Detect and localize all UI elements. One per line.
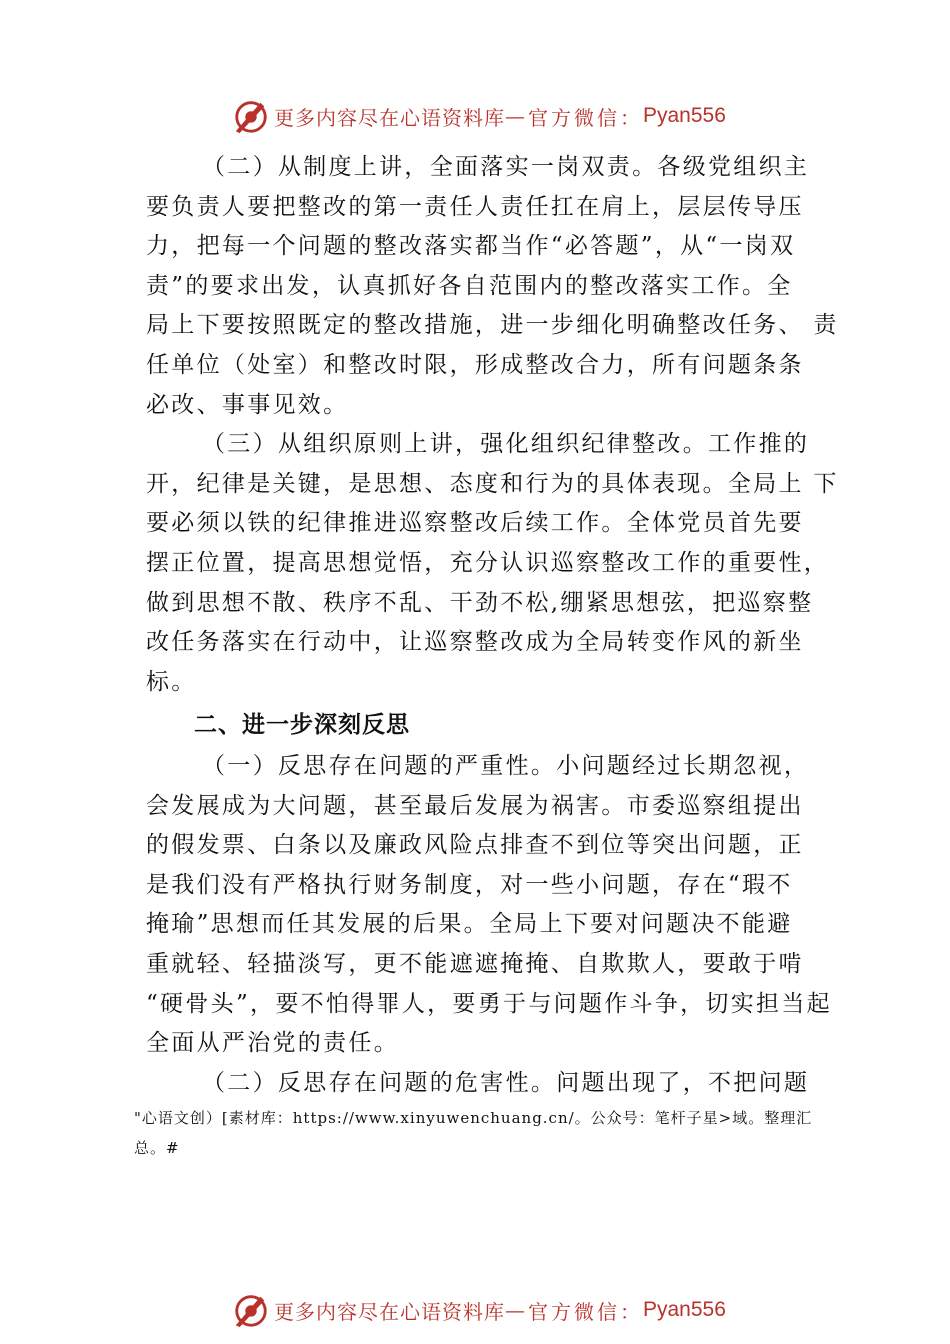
paragraph-line: 重就轻、轻描淡写，更不能遮遮掩掩、自欺欺人，要敢于啃	[146, 950, 804, 977]
paragraph-line: （三）从组织原则上讲，强化组织纪律整改。工作推的	[202, 431, 810, 458]
paragraph-line: 全面从严治党的责任。	[146, 1030, 399, 1057]
paragraph-line: 的假发票、白条以及廉政风险点排查不到位等突出问题，正	[146, 832, 804, 859]
paragraph-line: 局上下要按照既定的整改措施，进一步细化明确整改任务、 责	[146, 312, 839, 339]
banner-title: 更多内容尽在心语资料库	[274, 105, 505, 130]
paragraph-line: （二）从制度上讲，全面落实一岗双责。各级党组织主	[202, 154, 810, 180]
paragraph-line: 掩瑜”思想而任其发展的后果。全局上下要对问题决不能避	[146, 911, 793, 938]
body-block-2	[146, 747, 832, 1103]
header-banner	[232, 96, 726, 136]
paragraph-line: “硬骨头”，要不怕得罪人，要勇于与问题作斗争，切实担当起	[146, 990, 832, 1017]
banner-wechat-id: Pyan556	[643, 104, 726, 127]
banner-separator: —	[505, 104, 528, 128]
paragraph-line: 摆正位置，提高思想觉悟，充分认识巡察整改工作的重要性，	[146, 549, 830, 576]
paragraph-line: 开，纪律是关键，是思想、态度和行为的具体表现。全局上 下	[146, 470, 839, 497]
footnote-line: "心语文创）[素材库：https://www.xinyuwenchuang.cn/。公众号：笔杆子星>域。整理汇	[134, 1109, 813, 1127]
quill-circle-logo-icon	[232, 97, 270, 135]
paragraph-line: 标。	[146, 668, 197, 695]
paragraph-line: 要必须以铁的纪律推进巡察整改后续工作。全体党员首先要	[146, 510, 804, 537]
body-block-1	[146, 148, 839, 702]
paragraph-line: 必改、事事见效。	[146, 391, 349, 418]
paragraph-line: 责”的要求出发，认真抓好各自范围内的整改落实工作。全	[146, 272, 793, 299]
paragraph-line: 是我们没有严格执行财务制度，对一些小问题，存在“瑕不	[146, 871, 793, 898]
banner-label: 官方微信：	[528, 105, 643, 130]
paragraph-line: 做到思想不散、秩序不乱、干劲不松,绷紧思想弦，把巡察整	[146, 589, 814, 616]
footnote	[134, 1103, 834, 1163]
quill-circle-logo-icon	[232, 1291, 270, 1329]
paragraph-line: （一）反思存在问题的严重性。小问题经过长期忽视，	[202, 753, 810, 779]
banner-title: 更多内容尽在心语资料库	[274, 1299, 505, 1324]
paragraph-line: 任单位（处室）和整改时限，形成整改合力，所有问题条条	[146, 351, 804, 378]
paragraph-line: 改任务落实在行动中，让巡察整改成为全局转变作风的新坐	[146, 629, 804, 656]
footnote-line: 总。#	[134, 1139, 180, 1157]
paragraph-line: （二）反思存在问题的危害性。问题出现了，不把问题	[202, 1069, 810, 1096]
paragraph-line: 要负责人要把整改的第一责任人责任扛在肩上，层层传导压	[146, 193, 804, 220]
section-heading: 二、进一步深刻反思	[194, 712, 410, 738]
banner-label: 官方微信：	[528, 1299, 643, 1324]
footer-banner	[232, 1290, 726, 1330]
paragraph-line: 会发展成为大问题，甚至最后发展为祸害。市委巡察组提出	[146, 792, 804, 819]
banner-separator: —	[505, 1298, 528, 1322]
banner-wechat-id: Pyan556	[643, 1298, 726, 1321]
paragraph-line: 力，把每一个问题的整改落实都当作“必答题”，从“一岗双	[146, 233, 796, 260]
